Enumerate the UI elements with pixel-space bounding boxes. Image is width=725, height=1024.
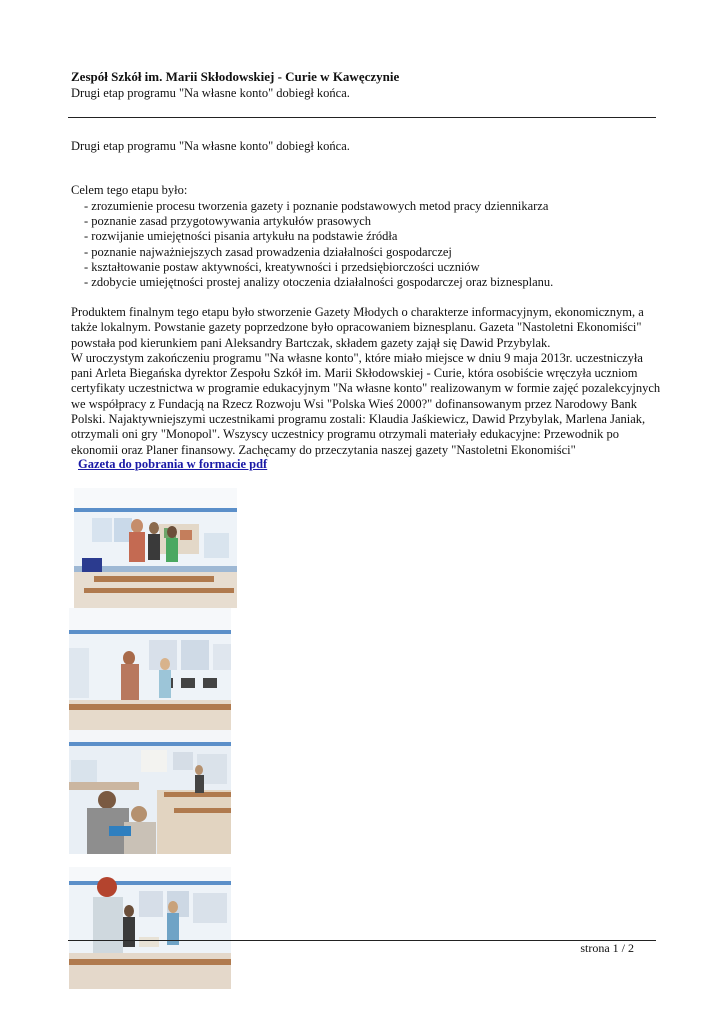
classroom-photo-1 [74,488,237,608]
article-subtitle: Drugi etap programu "Na własne konto" dobiegł końca. [71,86,350,100]
goal-item: - poznanie zasad przygotowywania artykułów prasowych [84,214,372,229]
paragraph-product: Produktem finalnym tego etapu było stworzenie Gazety Młodych o charakterze informacyjnym, ekonomicznym, a także lokalnym. Powstanie gazety poprzedzone było opracowaniem biznesplanu. Gazeta "Nastoletni Ekonomiści" powstała pod kierunkiem pani Aleksandry Bartczak, składem gazety zajął się Dawid Przybylak. [71,305,644,350]
goal-item: - kształtowanie postaw aktywności, kreatywności i przedsiębiorczości uczniów [84,259,480,274]
intro-text: Drugi etap programu "Na własne konto" dobiegł końca. [71,139,350,153]
goal-item: - poznanie najważniejszych zasad prowadzenia działalności gospodarczej [84,244,452,259]
goals-title: Celem tego etapu było: [71,183,188,197]
article-body [71,305,661,458]
footer-divider [68,940,656,941]
classroom-photo-2 [69,608,231,730]
classroom-photo-4 [69,867,231,989]
goals-list [84,199,553,290]
header-divider [68,117,656,118]
classroom-photo-3 [69,730,231,854]
goal-item: - zdobycie umiejętności prostej analizy otoczenia działalności gospodarczej oraz biznesplanu. [84,275,554,290]
page-number: strona 1 / 2 [580,941,634,955]
school-title: Zespół Szkół im. Marii Skłodowskiej - Curie w Kawęczynie [71,69,400,84]
pdf-download-link[interactable]: Gazeta do pobrania w formacie pdf [78,457,268,471]
goal-item: - rozwijanie umiejętności pisania artykułu na podstawie źródła [84,229,398,244]
goal-item: - zrozumienie procesu tworzenia gazety i poznanie podstawowych metod pracy dziennikarza [84,199,549,213]
paragraph-ceremony: W uroczystym zakończeniu programu "Na własne konto", które miało miejsce w dniu 9 maja 2013r. uczestniczyła pani Arleta Biegańska dyrektor Zespołu Szkół im. Marii Skłodowskiej - Curie, która osobiście wręczyła uczniom certyfikaty uczestnictwa w programie edukacyjnym "Na własne konto" realizowanym w formie zajęć pozalekcyjnych we współpracy z Fundacją na Rzecz Rozwoju Wsi "Polska Wieś 2000?" dofinansowanym przez Narodowy Bank Polski. Najaktywniejszymi uczestnikami programu zostali: Klaudia Jaśkiewicz, Dawid Przybylak, Marlena Janiak, otrzymali oni gry "Monopol". Wszyscy uczestnicy programu otrzymali materiały edukacyjne: Przewodnik po ekonomii oraz Planer finansowy. Zachęcamy do przeczytania naszej gazety "Nastoletni Ekonomiści" [71,350,661,457]
